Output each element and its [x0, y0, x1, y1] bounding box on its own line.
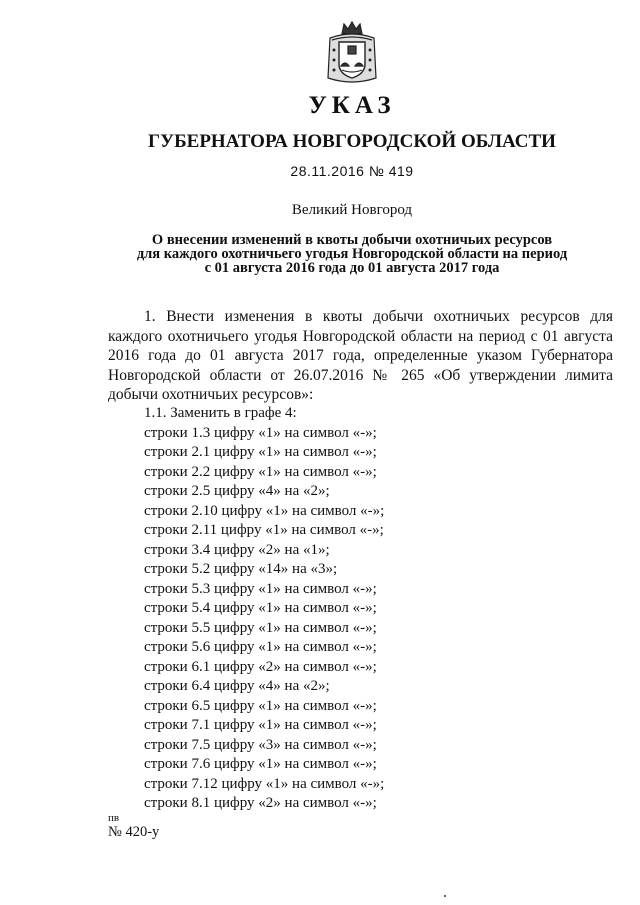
list-item: строки 2.2 цифру «1» на символ «-»;: [144, 463, 377, 480]
list-item: строки 1.3 цифру «1» на символ «-»;: [144, 424, 377, 441]
list-item: строки 7.1 цифру «1» на символ «-»;: [144, 717, 377, 733]
scan-speck: [444, 895, 446, 897]
list-item: строки 8.1 цифру «2» на символ «-»;: [144, 795, 377, 811]
city: Великий Новгород: [291, 202, 413, 218]
list-item: строки 6.1 цифру «2» на символ «-»;: [144, 658, 377, 675]
list-item: строки 5.2 цифру «14» на «3»;: [144, 561, 338, 577]
heading-line: для каждого охотничьего угодья Новгородской области на период: [136, 246, 568, 262]
paragraph-1: 1. Внести изменения в квоты добычи охотничьих ресурсов для каждого охотничьего угодья Новгородской области на период с 01 августа 2016 года до 01 августа 2017 года, определенные указом Губернатора Новгородской области от 26.07.2016 № 265 «Об утверждении лимита добычи охотничьих ресурсов»:: [108, 308, 613, 403]
heading-line: О внесении изменений в квоты добычи охотничьих ресурсов: [151, 232, 553, 248]
list-item: 1.1. Заменить в графе 4:: [144, 405, 297, 421]
list-item: строки 6.4 цифру «4» на «2»;: [144, 678, 330, 694]
list-item: строки 2.11 цифру «1» на символ «-»;: [144, 522, 384, 538]
footer: [108, 811, 159, 839]
date-number: 28.11.2016 № 419: [290, 163, 414, 179]
list-item: строки 5.4 цифру «1» на символ «-»;: [144, 600, 377, 616]
document-subtitle: ГУБЕРНАТОРА НОВГОРОДСКОЙ ОБЛАСТИ: [148, 131, 556, 152]
coat-of-arms-emblem: [326, 20, 378, 86]
footer-initials: пв: [108, 812, 120, 824]
amendment-list: [144, 404, 384, 814]
document-title: УКАЗ: [308, 92, 396, 119]
list-item: строки 7.5 цифру «3» на символ «-»;: [144, 736, 377, 753]
list-item: строки 2.10 цифру «1» на символ «-»;: [144, 502, 385, 519]
footer-number: № 420-у: [108, 824, 160, 840]
list-item: строки 5.5 цифру «1» на символ «-»;: [144, 619, 377, 636]
list-item: строки 7.6 цифру «1» на символ «-»;: [144, 756, 377, 772]
list-item: строки 2.5 цифру «4» на «2»;: [144, 483, 330, 499]
decree-heading: [120, 233, 584, 275]
list-item: строки 3.4 цифру «2» на «1»;: [144, 541, 330, 558]
list-item: строки 6.5 цифру «1» на символ «-»;: [144, 697, 377, 714]
heading-line: с 01 августа 2016 года до 01 августа 2017 года: [204, 260, 500, 276]
list-item: строки 5.3 цифру «1» на символ «-»;: [144, 580, 377, 597]
list-item: строки 7.12 цифру «1» на символ «-»;: [144, 775, 385, 792]
list-item: строки 5.6 цифру «1» на символ «-»;: [144, 639, 377, 655]
list-item: строки 2.1 цифру «1» на символ «-»;: [144, 444, 377, 460]
